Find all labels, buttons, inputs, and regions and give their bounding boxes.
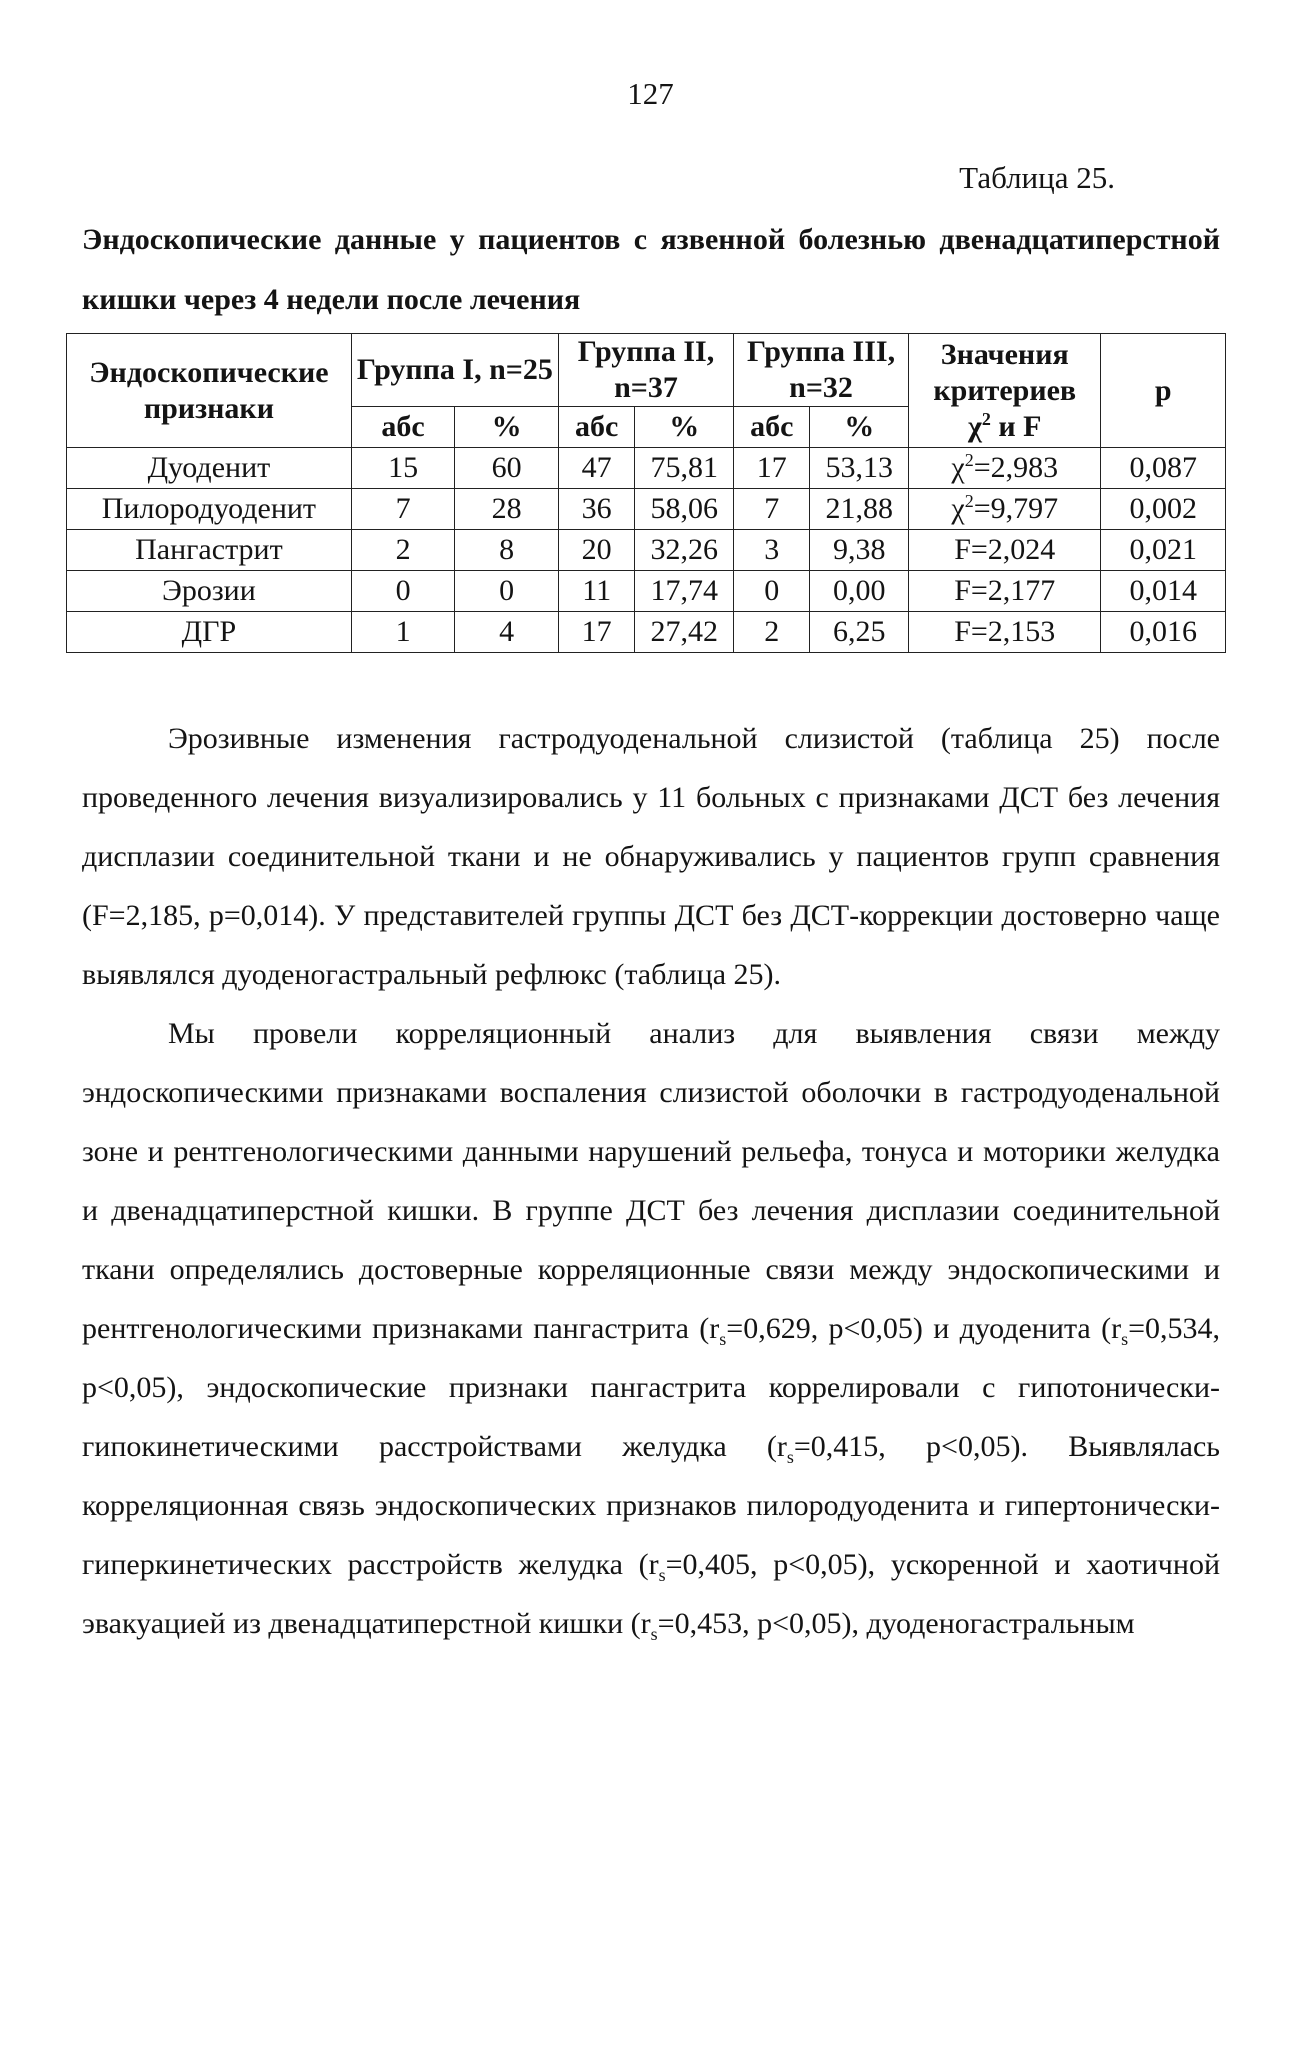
paragraph-2-part-5: =0,405, р<0,05), ускоренной и хаотичной эвакуацией из двенадцатиперстной кишки (: [82, 1548, 1220, 1640]
table-row: [67, 448, 1226, 489]
cell-g2-pct: 27,42: [635, 612, 734, 653]
criterion-base: F=2,024: [954, 533, 1056, 566]
criterion-base: χ: [951, 492, 965, 525]
cell-g1-abs: 2: [351, 530, 455, 571]
cell-g1-pct: 60: [455, 448, 559, 489]
cell-criterion: [909, 530, 1101, 571]
header-criteria: [909, 334, 1101, 448]
cell-g3-abs: 2: [734, 612, 810, 653]
rs-symbol: $r_s$: [640, 1607, 658, 1644]
cell-g3-pct: 21,88: [810, 489, 909, 530]
cell-g2-pct: 32,26: [635, 530, 734, 571]
paragraph-2-part-2: =0,629, р<0,05) и дуоденита (: [726, 1312, 1112, 1345]
cell-g1-abs: 7: [351, 489, 455, 530]
body-text: [82, 709, 1220, 1653]
paragraph-1: Эрозивные изменения гастродуоденальной слизистой (таблица 25) после проведенного лечения визуализировались у 11 больных с признаками ДСТ без лечения дисплазии соединительной ткани и не обнаруживались у пациентов групп сравнения (F=2,185, р=0,014). У представителей группы ДСТ без ДСТ-коррекции достоверно чаще выявлялся дуоденогастральный рефлюкс (таблица 25).: [82, 722, 1220, 991]
cell-g2-abs: 20: [558, 530, 634, 571]
cell-g1-abs: 0: [351, 571, 455, 612]
criterion-rest: =2,983: [973, 451, 1059, 484]
cell-criterion: [909, 612, 1101, 653]
table-row: [67, 489, 1226, 530]
cell-g2-abs: 36: [558, 489, 634, 530]
header-criteria-rest: и F: [990, 409, 1042, 443]
header-group3: Группа III, n=32: [734, 334, 909, 407]
header-g3-pct: %: [810, 407, 909, 448]
cell-sign: Эрозии: [67, 571, 352, 612]
header-g3-abs: абс: [734, 407, 810, 448]
criterion-base: F=2,177: [954, 574, 1056, 607]
header-criteria-line1: Значения критериев: [933, 337, 1077, 407]
paragraph-2-part-3: =0,534, р<0,05), эндоскопические признаки пангастрита коррелировали с гипотонически-гипокинетическими расстройствами желудка (: [82, 1312, 1220, 1463]
cell-g3-abs: 0: [734, 571, 810, 612]
rs-symbol: $r_s$: [1111, 1312, 1129, 1349]
header-p: р: [1101, 334, 1226, 448]
cell-g1-abs: 1: [351, 612, 455, 653]
rs-symbol: $r_s$: [709, 1312, 727, 1349]
table-row: [67, 612, 1226, 653]
cell-p: 0,014: [1101, 571, 1226, 612]
header-criteria-chi: χ: [968, 409, 982, 443]
paragraph-2-part-1: Мы провели корреляционный анализ для выявления связи между эндоскопическими признаками воспаления слизистой оболочки в гастродуоденальной зоне и рентгенологическими данными нарушений рельефа, тонуса и моторики желудка и двенадцатиперстной кишки. В группе ДСТ без лечения дисплазии соединительной ткани определялись достоверные корреляционные связи между эндоскопическими и рентгенологическими признаками пангастрита (: [82, 1017, 1220, 1345]
cell-g3-pct: 0,00: [810, 571, 909, 612]
cell-g3-abs: 7: [734, 489, 810, 530]
table-title: Эндоскопические данные у пациентов с язвенной болезнью двенадцатиперстной кишки через 4 недели после лечения: [82, 223, 1220, 316]
paragraph-2: [82, 1004, 1220, 1653]
cell-p: 0,087: [1101, 448, 1226, 489]
header-group1: Группа I, n=25: [351, 334, 558, 407]
criterion-sup: 2: [964, 450, 974, 470]
cell-g3-abs: 17: [734, 448, 810, 489]
cell-p: 0,021: [1101, 530, 1226, 571]
criterion-base: F=2,153: [954, 615, 1056, 648]
criterion-rest: =9,797: [973, 492, 1059, 525]
cell-criterion: [909, 489, 1101, 530]
cell-criterion: [909, 448, 1101, 489]
header-criteria-sup: 2: [981, 408, 991, 429]
rs-symbol: $r_s$: [648, 1548, 666, 1585]
cell-sign: Пангастрит: [67, 530, 352, 571]
cell-sign: Пилородуоденит: [67, 489, 352, 530]
cell-g2-pct: 58,06: [635, 489, 734, 530]
header-group2: Группа II, n=37: [558, 334, 733, 407]
paragraph-2-part-4: =0,415, р<0,05). Выявлялась корреляционная связь эндоскопических признаков пилородуоденита и гипертонически-гиперкинетических расстройств желудка (: [82, 1430, 1220, 1581]
endoscopy-table: [66, 333, 1226, 653]
cell-g2-abs: 11: [558, 571, 634, 612]
table-row: [67, 571, 1226, 612]
cell-g3-abs: 3: [734, 530, 810, 571]
cell-g3-pct: 6,25: [810, 612, 909, 653]
cell-g1-pct: 4: [455, 612, 559, 653]
cell-g3-pct: 9,38: [810, 530, 909, 571]
cell-g2-pct: 75,81: [635, 448, 734, 489]
table-caption: Таблица 25.: [959, 160, 1115, 195]
cell-sign: ДГР: [67, 612, 352, 653]
header-g1-pct: %: [455, 407, 559, 448]
table-row: [67, 530, 1226, 571]
header-g1-abs: абс: [351, 407, 455, 448]
rs-symbol: $r_s$: [776, 1430, 794, 1467]
cell-criterion: [909, 571, 1101, 612]
header-signs: Эндоскопические признаки: [67, 334, 352, 448]
header-g2-pct: %: [635, 407, 734, 448]
cell-g3-pct: 53,13: [810, 448, 909, 489]
cell-g1-pct: 8: [455, 530, 559, 571]
cell-g2-pct: 17,74: [635, 571, 734, 612]
cell-g2-abs: 17: [558, 612, 634, 653]
cell-g1-pct: 28: [455, 489, 559, 530]
criterion-base: χ: [951, 451, 965, 484]
cell-g1-pct: 0: [455, 571, 559, 612]
cell-sign: Дуоденит: [67, 448, 352, 489]
header-g2-abs: абс: [558, 407, 634, 448]
page-number: 127: [627, 76, 674, 111]
cell-p: 0,016: [1101, 612, 1226, 653]
criterion-sup: 2: [964, 491, 974, 511]
paragraph-2-part-6: =0,453, р<0,05), дуоденогастральным: [657, 1607, 1135, 1640]
cell-p: 0,002: [1101, 489, 1226, 530]
cell-g1-abs: 15: [351, 448, 455, 489]
cell-g2-abs: 47: [558, 448, 634, 489]
